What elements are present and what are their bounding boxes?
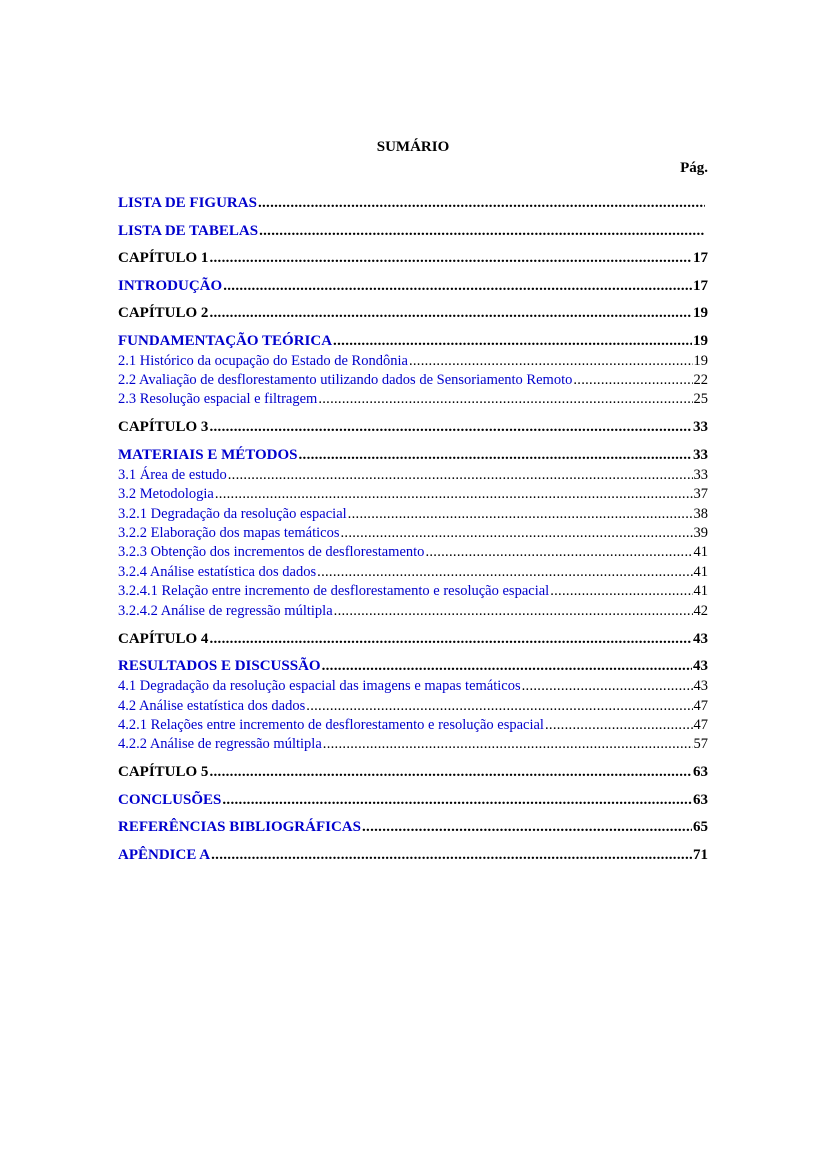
toc-entry[interactable] [118,332,708,350]
toc-entry[interactable] [118,735,708,753]
toc-entry-page-number: 43 [693,678,708,695]
dot-leader [298,446,692,464]
dot-leader [522,677,693,695]
toc-entry-label[interactable]: 2.2 Avaliação de desflorestamento utilizando dados de Sensoriamento Remoto [118,371,573,388]
toc-entry[interactable] [118,446,708,464]
dot-leader [573,371,692,389]
dot-leader [322,657,692,675]
dot-leader [409,352,693,370]
dot-leader [209,630,692,648]
toc-entry[interactable] [118,846,708,864]
toc-entry-page-number: 57 [693,736,708,753]
toc-entry-label[interactable]: FUNDAMENTAÇÃO TEÓRICA [118,332,333,349]
toc-entry-page-number: 41 [693,544,708,561]
toc-entry-label[interactable]: CAPÍTULO 5 [118,764,209,781]
toc-entry[interactable] [118,657,708,675]
toc-entry-label[interactable]: APÊNDICE A [118,846,211,863]
toc-entry[interactable] [118,352,708,370]
toc-entry-label[interactable]: 3.2 Metodologia [118,486,214,503]
dot-leader [211,846,692,864]
toc-entry[interactable] [118,763,708,781]
dot-leader [258,194,705,212]
toc-entry[interactable] [118,505,708,523]
dot-leader [334,602,693,620]
toc-entry-label[interactable]: CAPÍTULO 3 [118,419,209,436]
dot-leader [215,485,693,503]
toc-entry[interactable] [118,563,708,581]
toc-entry-page-number: 63 [693,791,708,808]
dot-leader [259,222,705,240]
toc-entry-page-number: 65 [693,819,708,836]
toc-entry[interactable] [118,818,708,836]
toc-entry[interactable] [118,602,708,620]
dot-leader [348,505,693,523]
toc-entry[interactable] [118,194,708,212]
dot-leader [209,249,692,267]
page-column-header: Pág. [680,160,708,176]
toc-entry-label[interactable]: REFERÊNCIAS BIBLIOGRÁFICAS [118,819,361,836]
toc-entry[interactable] [118,371,708,389]
toc-entry-page-number: 19 [693,332,708,349]
toc-entry-label[interactable]: 3.2.2 Elaboração dos mapas temáticos [118,525,340,541]
toc-entry[interactable] [118,277,708,295]
toc-entry-page-number: 22 [693,371,708,388]
toc-entry-label[interactable]: LISTA DE TABELAS [118,222,259,239]
dot-leader [333,332,692,350]
dot-leader [318,390,692,408]
toc-entry-page-number: 47 [693,716,708,733]
toc-entry[interactable] [118,222,708,240]
dot-leader [228,466,693,484]
toc-entry-label[interactable]: 3.2.3 Obtenção dos incrementos de desflorestamento [118,544,425,561]
toc-entry[interactable] [118,304,708,322]
toc-entry[interactable] [118,249,708,267]
toc-entry-page-number: 47 [693,697,708,714]
toc-entry[interactable] [118,791,708,809]
toc-entry-label[interactable]: 2.1 Histórico da ocupação do Estado de Rondônia [118,352,408,369]
toc-entry-page-number: 33 [693,446,708,463]
toc-entry-label[interactable]: CAPÍTULO 4 [118,630,209,647]
toc-entry-label[interactable]: 3.2.1 Degradação da resolução espacial [118,505,347,522]
dot-leader [317,563,692,581]
toc-entry-label[interactable]: 3.1 Área de estudo [118,466,227,483]
toc-entry-page-number: 17 [693,250,708,266]
dot-leader [209,304,692,322]
toc-entry-page-number: 43 [693,658,708,675]
toc-entry-page-number: 38 [693,505,708,522]
toc-entry-label[interactable]: LISTA DE FIGURAS [118,195,257,211]
toc-entry-label[interactable]: 4.2.2 Análise de regressão múltipla [118,736,322,753]
toc-entry[interactable] [118,630,708,648]
dot-leader [209,763,692,781]
toc-entry-page-number: 63 [693,764,708,781]
toc-entry-label[interactable]: RESULTADOS E DISCUSSÃO [118,658,321,675]
toc-entry[interactable] [118,390,708,408]
toc-entry[interactable] [118,716,708,734]
toc-entry-page-number: 42 [693,602,708,619]
page-title: SUMÁRIO [376,139,450,155]
dot-leader [545,716,693,734]
toc-entry-page-number: 41 [693,583,708,600]
toc-entry-label[interactable]: CONCLUSÕES [118,791,222,808]
toc-entry-page-number: 37 [693,486,708,503]
toc-entry-page-number: 71 [693,846,708,863]
toc-entry-label[interactable]: 4.2.1 Relações entre incremento de desflorestamento e resolução espacial [118,716,544,733]
toc-entry[interactable] [118,485,708,503]
toc-entry[interactable] [118,697,708,715]
toc-entry-page-number: 33 [693,466,708,483]
toc-entry-label[interactable]: 2.3 Resolução espacial e filtragem [118,391,318,408]
toc-entry-label[interactable]: 3.2.4 Análise estatística dos dados [118,563,317,580]
toc-entry-page-number: 19 [693,352,708,369]
dot-leader [323,735,693,753]
toc-entry-page-number: 43 [693,630,708,647]
toc-entry-label[interactable]: MATERIAIS E MÉTODOS [118,446,298,463]
dot-leader [222,791,692,809]
dot-leader [340,524,692,542]
toc-entry-page-number: 25 [693,391,708,408]
toc-entry[interactable] [118,418,708,436]
toc-entry[interactable] [118,524,708,542]
toc-entry[interactable] [118,466,708,484]
toc-entry[interactable] [118,543,708,561]
toc-entry-page-number: 19 [693,305,708,321]
toc-entry[interactable] [118,582,708,600]
toc-entry-page-number: 39 [693,525,708,541]
dot-leader [425,543,692,561]
toc-entry-page-number: 41 [693,563,708,580]
toc-entry-label[interactable]: 3.2.4.1 Relação entre incremento de desflorestamento e resolução espacial [118,583,550,600]
toc-entry[interactable] [118,677,708,695]
dot-leader [209,418,692,436]
toc-entry-label[interactable]: 4.2 Análise estatística dos dados [118,697,306,714]
toc-entry-page-number: 33 [693,419,708,436]
toc-entry-label[interactable]: CAPÍTULO 2 [118,305,209,321]
dot-leader [223,277,692,295]
toc-entry-label[interactable]: INTRODUÇÃO [118,277,223,294]
toc-entry-label[interactable]: 4.1 Degradação da resolução espacial das imagens e mapas temáticos [118,678,521,695]
dot-leader [550,582,692,600]
toc-entry-label[interactable]: 3.2.4.2 Análise de regressão múltipla [118,602,333,619]
toc-entry-label[interactable]: CAPÍTULO 1 [118,250,209,266]
toc-entry-page-number: 17 [693,277,708,294]
dot-leader [306,697,692,715]
dot-leader [362,818,692,836]
